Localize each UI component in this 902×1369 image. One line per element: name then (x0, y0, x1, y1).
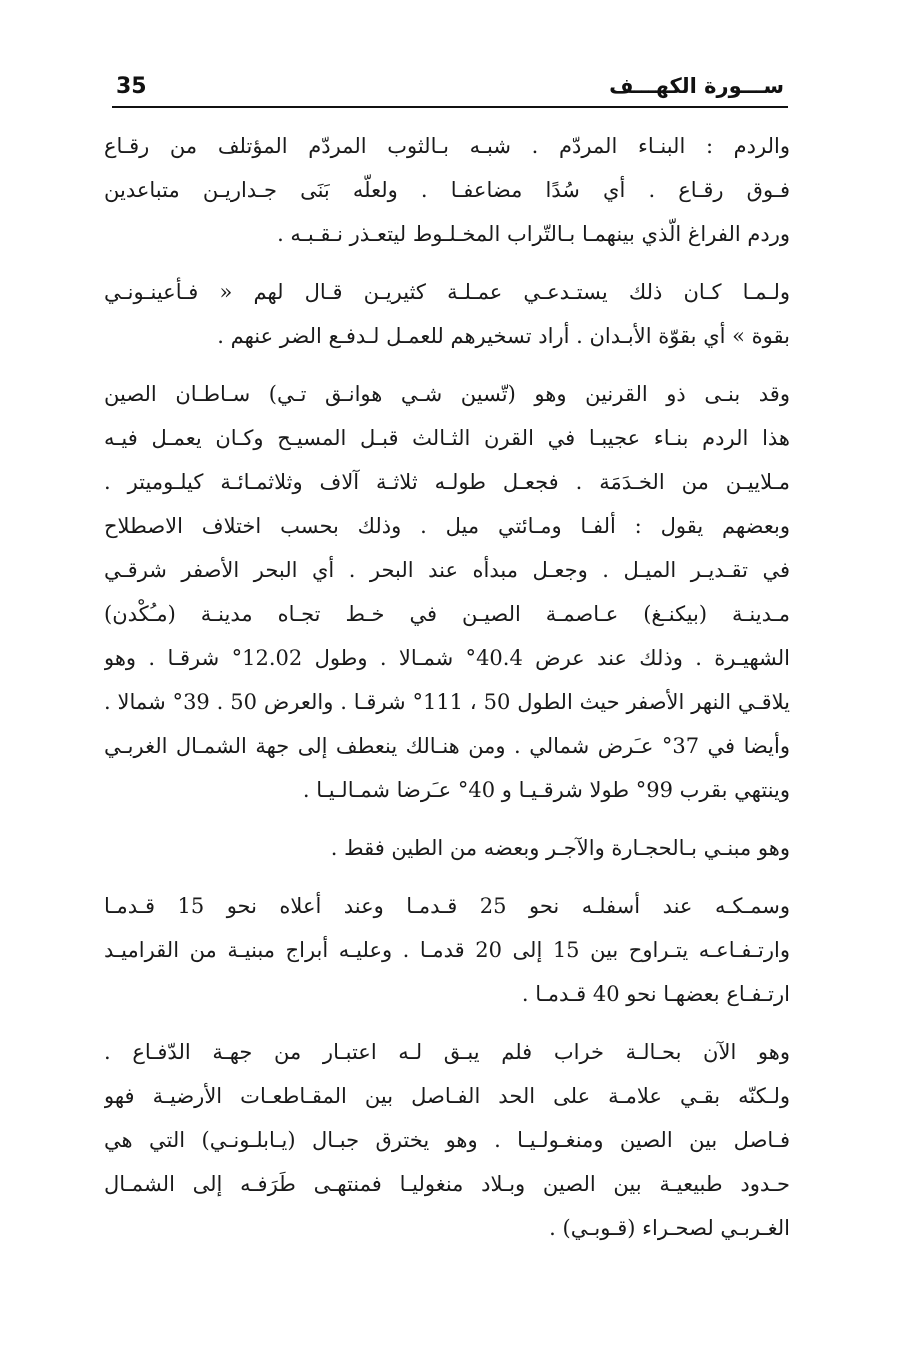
paragraph (104, 372, 790, 812)
text-line: وارتـفـاعـه يتـراوح بين 15 إلى 20 قدمـا . وعليـه أبراج مبنيـة من القراميـد (104, 938, 790, 962)
paragraph (104, 124, 790, 256)
text-line: وسمـكـه عند أسفلـه نحو 25 قـدمـا وعند أعلاه نحو 15 قـدمـا (104, 894, 790, 918)
paragraph (104, 826, 790, 870)
page-header (112, 70, 788, 108)
text-line: فـاصل بين الصين ومنغـولـيـا . وهو يخترق جبـال (يـابلـونـي) التي هي (104, 1128, 790, 1152)
text-line: والردم : البنـاء المردّم . شبـه بـالثوب المردّم المؤتلف من رقـاع (104, 134, 790, 158)
text-line: وبعضهم يقول : ألفـا ومـائتي ميل . وذلك بحسب اختلاف الاصطلاح (104, 514, 790, 538)
text-line: حـدود طبيعيـة بين الصين وبـلاد منغوليـا فمنتهـى طَرَفـه إلى الشمـال (104, 1172, 790, 1196)
text-line: يلاقـي النهر الأصفر حيث الطول 50 ، 111° شرقـا . والعرض 50 . 39° شمالا . (104, 690, 790, 714)
text-line: هذا الردم بنـاء عجيبـا في القرن الثـالث قبـل المسيـح وكـان يعمـل فيـه (104, 426, 790, 450)
text-line: ولـمـا كـان ذلك يستـدعـي عمـلـة كثيريـن قـال لهم « فـأعينـونـي (104, 280, 790, 304)
text-line: مـدينـة (بيكنـغ) عـاصمـة الصيـن في خـط تجـاه مدينـة (مـُكْدن) (104, 602, 790, 626)
text-line: وينتهي بقرب 99° طولا شرقـيـا و 40° عـَرضا شمـالـيـا . (302, 778, 790, 802)
text-line: الشهيـرة . وذلك عند عرض 40.4° شمـالا . وطول 12.02° شرقـا . وهو (104, 646, 790, 670)
running-title: ســـورة الكهـــف (609, 74, 784, 98)
text-line: في تقـديـر الميـل . وجعـل مبدأه عند البحر . أي البحر الأصفر شرقـي (104, 558, 790, 582)
text-line: وهو مبنـي بـالحجـارة والآجـر وبعضه من الطين فقط . (330, 836, 790, 860)
paragraph (104, 884, 790, 1016)
text-line: الغـربـي لصحـراء (قـوبـي) . (549, 1216, 790, 1240)
text-line: ولـكنّه بقـي علامـة على الحد الفـاصل بين المقـاطعـات الأرضيـة فهو (104, 1084, 790, 1108)
page-number: 35 (116, 74, 147, 99)
text-line: مـلاييـن من الخـدَمَة . فجعـل طولـه ثلاثـة آلاف وثلاثمـائـة كيلـوميتر . (104, 470, 790, 494)
body-text (104, 124, 790, 1250)
text-line: وردم الفراغ الّذي بينهمـا بـالتّراب المخـلـوط ليتعـذر نـقـبـه . (277, 222, 790, 246)
text-line: بقوة » أي بقوّة الأبـدان . أراد تسخيرهم للعمـل لـدفـع الضر عنهم . (217, 324, 790, 348)
text-line: وهو الآن بحـالـة خراب فلم يبـق لـه اعتبـار من جهـة الدّفـاع . (104, 1040, 790, 1064)
text-line: فـوق رقـاع . أي سُدًا مضاعفـا . ولعلّه بَنَى جـداريـن متباعدين (104, 178, 790, 202)
text-line: وأيضا في 37° عـَرض شمالي . ومن هنـالك ينعطف إلى جهة الشمـال الغربـي (104, 734, 790, 758)
paragraph (104, 1030, 790, 1250)
text-line: ارتـفـاع بعضهـا نحو 40 قـدمـا . (521, 982, 790, 1006)
paragraph (104, 270, 790, 358)
text-line: وقد بنـى ذو القرنين وهو (تّسين شـي هوانـق تـي) سـاطـان الصين (104, 382, 790, 406)
